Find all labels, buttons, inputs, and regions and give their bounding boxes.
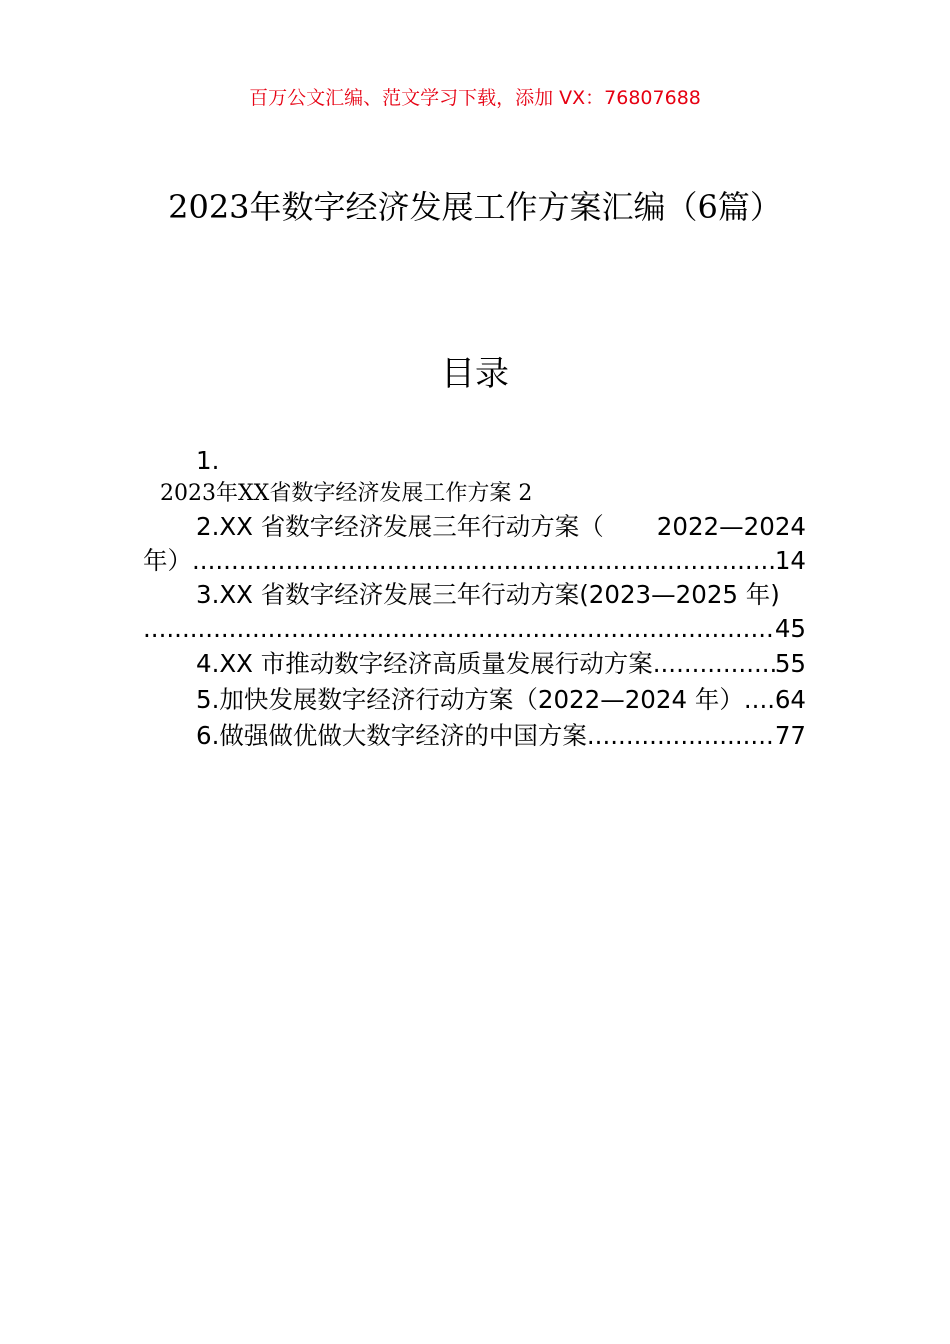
toc-entry-page: 77	[774, 721, 806, 750]
toc-entry-3[interactable]	[143, 578, 806, 646]
toc-entry-title: 4.XX 市推动数字经济高质量发展行动方案	[196, 649, 653, 678]
toc-entry-page: 2	[518, 481, 533, 506]
toc-leader-dots	[587, 718, 775, 754]
header-note: 百万公文汇编、范文学习下载，添加 VX：76807688	[249, 87, 701, 109]
toc-entry-title: 3.XX 省数字经济发展三年行动方案(2023—2025 年)	[196, 580, 780, 609]
toc-entry-number: 1.	[196, 446, 220, 475]
toc-entry-page: 45	[774, 614, 806, 643]
toc-entry-page: 55	[774, 649, 806, 678]
table-of-contents	[143, 444, 806, 754]
toc-leader-dots	[653, 646, 775, 682]
toc-entry-4[interactable]	[143, 646, 806, 682]
toc-entry-title: 6.做强做优做大数字经济的中国方案	[196, 721, 587, 750]
toc-entry-title-end: 2022—2024	[656, 512, 806, 541]
toc-entry-6[interactable]	[143, 718, 806, 754]
toc-entry-5[interactable]	[143, 682, 806, 718]
toc-entry-title: 5.加快发展数字经济行动方案（2022—2024 年）	[196, 685, 744, 714]
toc-entry-page: 14	[774, 546, 806, 575]
toc-leader-dots	[192, 544, 775, 578]
toc-entry-page: 64	[774, 685, 806, 714]
toc-entry-title-cont: 年）	[143, 546, 192, 575]
toc-heading: 目录	[441, 354, 509, 394]
toc-leader-dots	[143, 612, 775, 646]
toc-entry-title: 2.XX 省数字经济发展三年行动方案（	[196, 512, 604, 541]
toc-entry-title: 2023年XX省数字经济发展工作方案 2	[160, 481, 533, 506]
document-title: 2023年数字经济发展工作方案汇编（6篇）	[168, 188, 782, 226]
toc-entry-1[interactable]	[143, 444, 806, 510]
toc-leader-dots	[744, 682, 775, 718]
toc-entry-2[interactable]	[143, 510, 806, 578]
